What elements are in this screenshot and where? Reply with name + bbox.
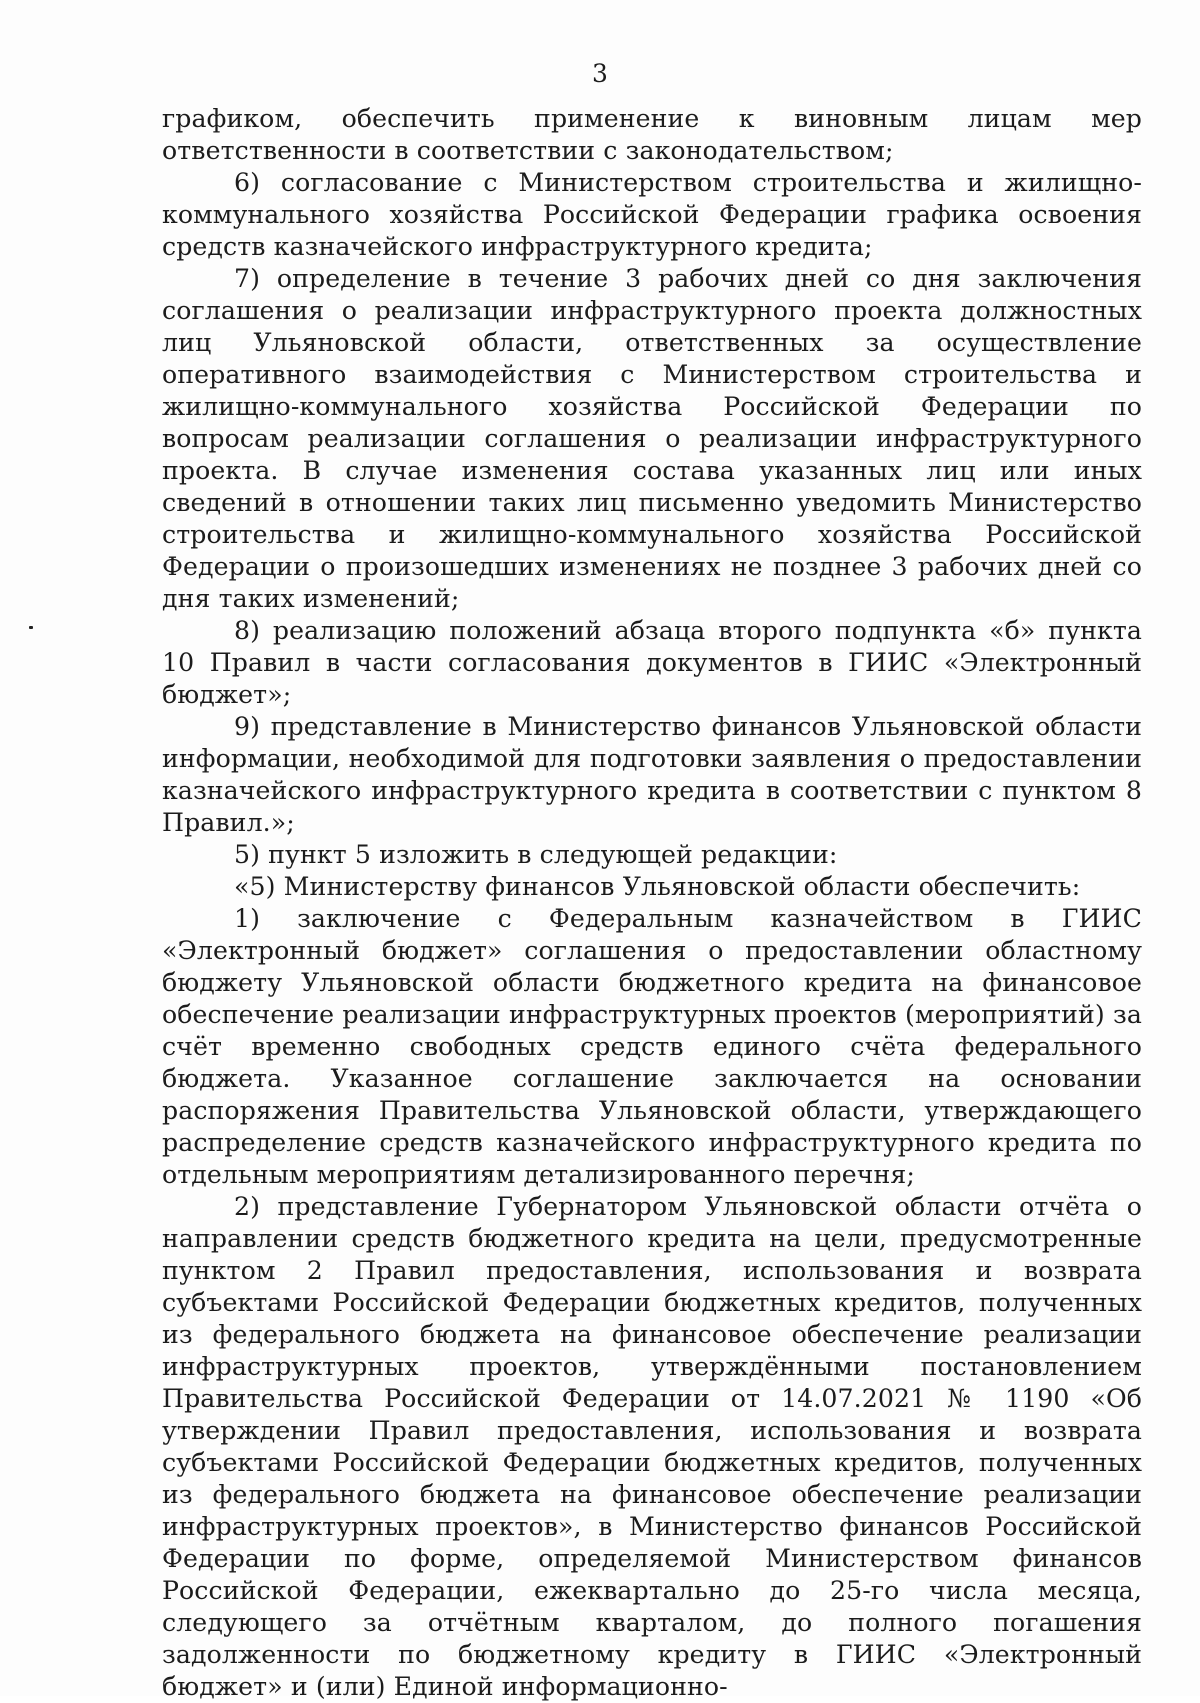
- scan-artifact-dot: [29, 626, 33, 629]
- paragraph-amendment-5: 5) пункт 5 изложить в следующей редакции:: [234, 840, 838, 869]
- paragraph-item-7: 7) определение в течение 3 рабочих дней со дня заключения соглашения о реализации инфраструктурного проекта должностных лиц Ульяновской области, ответственных за осуществление оперативного взаимодействия с Министерством строительства и жилищно-коммунального хозяйства Российской Федерации по вопросам реализации соглашения о реализации инфраструктурного проекта. В случае изменения состава указанных лиц или иных сведений в отношении таких лиц письменно уведомить Министерство строительства и жилищно-коммунального хозяйства Российской Федерации о произошедших изменениях не позднее 3 рабочих дней со дня таких изменений;: [162, 264, 1142, 613]
- paragraph-item-9: 9) представление в Министерство финансов Ульяновской области информации, необходимой для подготовки заявления о предоставлении казначейского инфраструктурного кредита в соответствии с пунктом 8 Правил.»;: [162, 712, 1142, 837]
- paragraph-item-8: 8) реализацию положений абзаца второго подпункта «б» пункта 10 Правил в части согласования документов в ГИИС «Электронный бюджет»;: [162, 616, 1142, 709]
- paragraph-new-point-5: «5) Министерству финансов Ульяновской области обеспечить:: [234, 872, 1081, 901]
- paragraph-item-6: 6) согласование с Министерством строительства и жилищно-коммунального хозяйства Российской Федерации графика освоения средств казначейского инфраструктурного кредита;: [162, 168, 1142, 261]
- paragraph-subitem-2: 2) представление Губернатором Ульяновской области отчёта о направлении средств бюджетного кредита на цели, предусмотренные пунктом 2 Правил предоставления, использования и возврата субъектами Российской Федерации бюджетных кредитов, полученных из федерального бюджета на финансовое обеспечение реализации инфраструктурных проектов, утверждёнными постановлением Правительства Российской Федерации от 14.07.2021 № 1190 «Об утверждении Правил предоставления, использования и возврата субъектами Российской Федерации бюджетных кредитов, полученных из федерального бюджета на финансовое обеспечение реализации инфраструктурных проектов», в Министерство финансов Российской Федерации по форме, определяемой Министерством финансов Российской Федерации, ежеквартально до 25-го числа месяца, следующего за отчётным кварталом, до полного погашения задолженности по бюджетному кредиту в ГИИС «Электронный бюджет» и (или) Единой информационно-: [162, 1192, 1142, 1701]
- page-number: 3: [592, 59, 608, 88]
- document-body: [162, 103, 1142, 1703]
- paragraph-continuation: графиком, обеспечить применение к виновным лицам мер ответственности в соответствии с законодательством;: [162, 104, 1142, 165]
- paragraph-subitem-1: 1) заключение с Федеральным казначейством в ГИИС «Электронный бюджет» соглашения о предоставлении областному бюджету Ульяновской области бюджетного кредита на финансовое обеспечение реализации инфраструктурных проектов (мероприятий) за счёт временно свободных средств единого счёта федерального бюджета. Указанное соглашение заключается на основании распоряжения Правительства Ульяновской области, утверждающего распределение средств казначейского инфраструктурного кредита по отдельным мероприятиям детализированного перечня;: [162, 904, 1142, 1189]
